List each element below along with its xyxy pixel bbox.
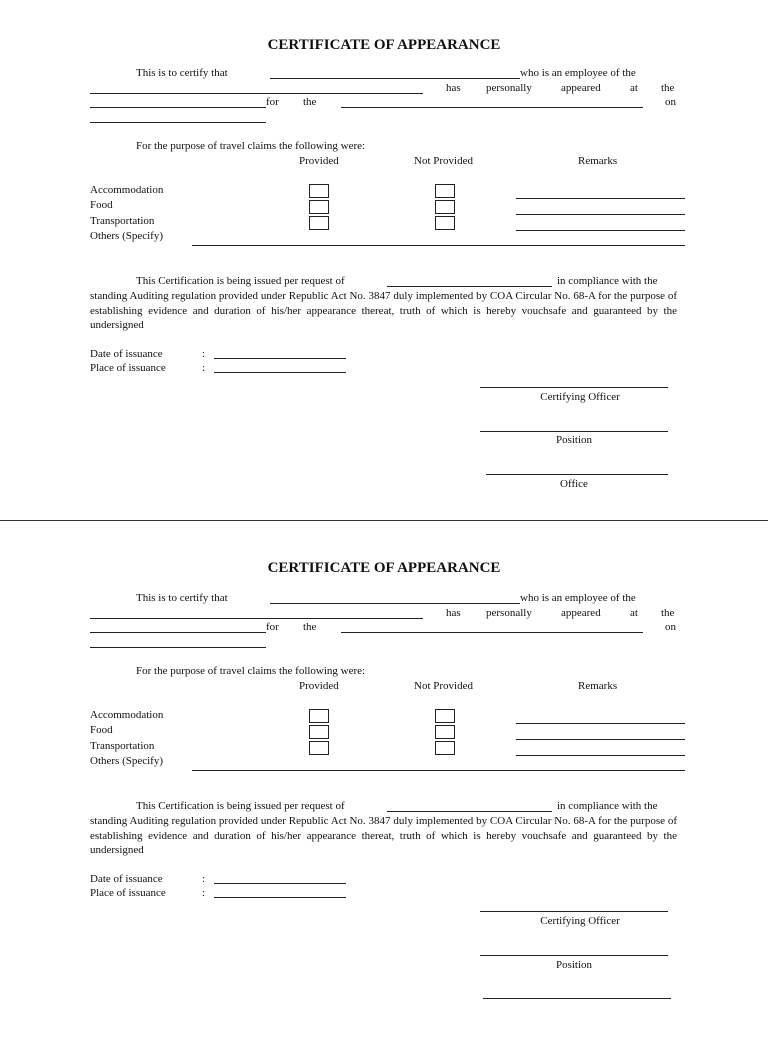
date-blank[interactable] (90, 647, 266, 648)
not-provided-checkbox-transportation[interactable] (435, 741, 455, 755)
certify-lead: This is to certify that (136, 67, 228, 79)
not-provided-checkbox-accommodation[interactable] (435, 184, 455, 198)
issued-tail: in compliance with the (557, 275, 658, 287)
not-provided-checkbox-food[interactable] (435, 725, 455, 739)
provided-checkbox-food[interactable] (309, 725, 329, 739)
remarks-line-transportation[interactable] (516, 755, 685, 756)
date-of-issuance-line[interactable] (214, 883, 346, 884)
word-on: on (665, 621, 676, 633)
cut-line-divider (0, 520, 768, 521)
issued-lead: This Certification is being issued per request of (136, 275, 345, 287)
sig-officer: Certifying Officer (540, 391, 620, 403)
office-signature-line[interactable] (486, 474, 668, 475)
purpose-blank[interactable] (341, 107, 643, 108)
others-specify-line[interactable] (192, 770, 685, 771)
certificate-title: CERTIFICATE OF APPEARANCE (267, 37, 501, 53)
provided-checkbox-accommodation[interactable] (309, 184, 329, 198)
name-blank[interactable] (270, 78, 520, 79)
item-others: Others (Specify) (90, 230, 164, 242)
certify-employee: who is an employee of the (520, 592, 636, 604)
date-colon: : (202, 348, 206, 360)
word-has: has (446, 607, 461, 619)
item-others: Others (Specify) (90, 755, 164, 767)
remarks-line-food[interactable] (516, 214, 685, 215)
col-provided: Provided (299, 680, 339, 692)
word-the: the (661, 607, 675, 619)
agency-blank[interactable] (90, 618, 423, 619)
not-provided-checkbox-food[interactable] (435, 200, 455, 214)
certify-lead: This is to certify that (136, 592, 228, 604)
provided-checkbox-food[interactable] (309, 200, 329, 214)
remarks-line-accommodation[interactable] (516, 198, 685, 199)
word-personally: personally (486, 607, 532, 619)
place-of-issuance-line[interactable] (214, 897, 346, 898)
col-not-provided: Not Provided (414, 680, 473, 692)
place-colon: : (202, 887, 206, 899)
issued-body: standing Auditing regulation provided under Republic Act No. 3847 duly implemented by COA Circular No. 68-A for the purpose of establishing evidence and duration of his/her appearance thereat, truth of which is hereby vouchsafe and guaranteed by the undersigned (90, 290, 677, 331)
item-transportation: Transportation (90, 215, 155, 227)
position-signature-line[interactable] (480, 955, 668, 956)
requester-blank[interactable] (387, 811, 552, 812)
word-personally: personally (486, 82, 532, 94)
word-the-2: the (303, 96, 317, 108)
issued-body: standing Auditing regulation provided under Republic Act No. 3847 duly implemented by COA Circular No. 68-A for the purpose of establishing evidence and duration of his/her appearance thereat, truth of which is hereby vouchsafe and guaranteed by the undersigned (90, 815, 677, 856)
place-label: Place of issuance (90, 362, 166, 374)
word-the: the (661, 82, 675, 94)
purpose-text: For the purpose of travel claims the following were: (136, 665, 366, 677)
sig-officer: Certifying Officer (540, 915, 620, 927)
issued-lead: This Certification is being issued per request of (136, 800, 345, 812)
sig-position: Position (555, 959, 593, 971)
purpose-text: For the purpose of travel claims the following were: (136, 140, 366, 152)
item-accommodation: Accommodation (90, 184, 164, 196)
place-of-issuance-line[interactable] (214, 372, 346, 373)
item-transportation: Transportation (90, 740, 155, 752)
agency-blank[interactable] (90, 93, 423, 94)
place-colon: : (202, 362, 206, 374)
position-signature-line[interactable] (480, 431, 668, 432)
word-appeared: appeared (561, 82, 601, 94)
item-food: Food (90, 199, 113, 211)
officer-signature-line[interactable] (480, 387, 668, 388)
provided-checkbox-accommodation[interactable] (309, 709, 329, 723)
item-accommodation: Accommodation (90, 709, 164, 721)
date-label: Date of issuance (90, 873, 163, 885)
not-provided-checkbox-accommodation[interactable] (435, 709, 455, 723)
col-not-provided: Not Provided (414, 155, 473, 167)
word-appeared: appeared (561, 607, 601, 619)
office-signature-line[interactable] (483, 998, 671, 999)
word-has: has (446, 82, 461, 94)
office-blank[interactable] (90, 632, 266, 633)
remarks-line-transportation[interactable] (516, 230, 685, 231)
certificate-title: CERTIFICATE OF APPEARANCE (267, 560, 501, 576)
word-at: at (630, 82, 638, 94)
word-for: for (266, 621, 279, 633)
item-food: Food (90, 724, 113, 736)
issued-tail: in compliance with the (557, 800, 658, 812)
word-the-2: the (303, 621, 317, 633)
place-label: Place of issuance (90, 887, 166, 899)
remarks-line-food[interactable] (516, 739, 685, 740)
col-remarks: Remarks (578, 680, 618, 692)
provided-checkbox-transportation[interactable] (309, 216, 329, 230)
name-blank[interactable] (270, 603, 520, 604)
sig-office: Office (560, 478, 588, 490)
sig-position: Position (555, 434, 593, 446)
provided-checkbox-transportation[interactable] (309, 741, 329, 755)
office-blank[interactable] (90, 107, 266, 108)
col-provided: Provided (299, 155, 339, 167)
officer-signature-line[interactable] (480, 911, 668, 912)
col-remarks: Remarks (578, 155, 618, 167)
purpose-blank[interactable] (341, 632, 643, 633)
date-label: Date of issuance (90, 348, 163, 360)
certify-employee: who is an employee of the (520, 67, 636, 79)
date-colon: : (202, 873, 206, 885)
date-blank[interactable] (90, 122, 266, 123)
not-provided-checkbox-transportation[interactable] (435, 216, 455, 230)
requester-blank[interactable] (387, 286, 552, 287)
certificate-top (0, 0, 768, 520)
certificate-bottom (0, 524, 768, 1044)
word-at: at (630, 607, 638, 619)
others-specify-line[interactable] (192, 245, 685, 246)
word-on: on (665, 96, 676, 108)
word-for: for (266, 96, 279, 108)
date-of-issuance-line[interactable] (214, 358, 346, 359)
remarks-line-accommodation[interactable] (516, 723, 685, 724)
